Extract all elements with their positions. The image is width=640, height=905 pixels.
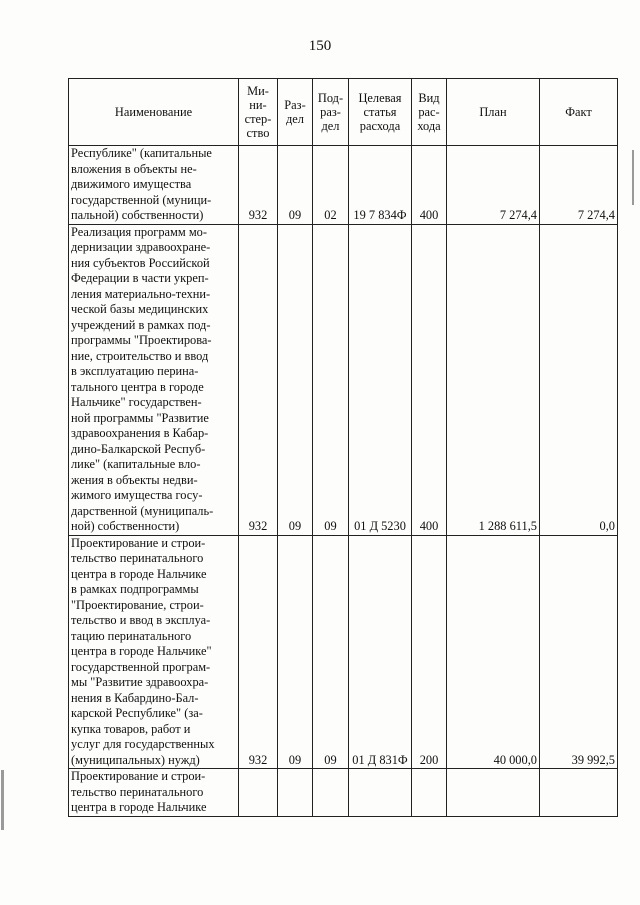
row-target: 01 Д 5230 — [349, 224, 412, 535]
row-type — [412, 769, 447, 817]
scan-mark — [632, 150, 634, 205]
row-section: 09 — [278, 535, 313, 769]
row-fact: 7 274,4 — [540, 146, 618, 225]
header-plan: План — [447, 79, 540, 146]
row-plan — [447, 769, 540, 817]
row-target: 19 7 834Ф — [349, 146, 412, 225]
row-subsection — [313, 769, 349, 817]
table-row — [69, 535, 618, 769]
header-row — [69, 79, 618, 146]
table-row — [69, 224, 618, 535]
row-ministry: 932 — [239, 224, 278, 535]
header-name: Наименование — [69, 79, 239, 146]
row-section — [278, 769, 313, 817]
budget-table — [68, 78, 618, 817]
row-subsection: 09 — [313, 535, 349, 769]
row-type: 200 — [412, 535, 447, 769]
row-subsection: 02 — [313, 146, 349, 225]
row-ministry: 932 — [239, 146, 278, 225]
row-name: Проектирование и строи- тельство перинатального центра в городе Нальчике в рамках подпрограммы "Проектирование, строи- тельство и ввод в эксплуа- тацию перинатального центра в городе Нальчике" государственной програм- мы "Развитие здравоохра- нения в Кабардино-Бал- карской Республике" (за- купка товаров, работ и услуг для государственных (муниципальных) нужд) — [69, 535, 239, 769]
row-section: 09 — [278, 146, 313, 225]
row-type: 400 — [412, 146, 447, 225]
row-ministry: 932 — [239, 535, 278, 769]
table-row — [69, 769, 618, 817]
header-target: Целевая статья расхода — [349, 79, 412, 146]
scan-mark — [1, 770, 4, 830]
row-fact: 0,0 — [540, 224, 618, 535]
header-type: Вид рас- хода — [412, 79, 447, 146]
row-target: 01 Д 831Ф — [349, 535, 412, 769]
row-name: Реализация программ мо- дернизации здравоохране- ния субъектов Российской Федерации в части укреп- ления материально-техни- ческой базы медицинских учреждений в рамках под- программы "Проектирова- ние, строительство и ввод в эксплуатацию перина- тального центра в городе Нальчике" государствен- ной программы "Развитие здравоохранения в Кабар- дино-Балкарской Респуб- лике" (капитальные вло- жения в объекты недви- жимого имущества госу- дарственной (муниципаль- ной) собственности) — [69, 224, 239, 535]
row-type: 400 — [412, 224, 447, 535]
page-number: 150 — [308, 38, 332, 54]
header-ministry: Ми- ни- стер- ство — [239, 79, 278, 146]
row-fact — [540, 769, 618, 817]
row-section: 09 — [278, 224, 313, 535]
row-subsection: 09 — [313, 224, 349, 535]
row-name: Проектирование и строи- тельство перинатального центра в городе Нальчике — [69, 769, 239, 817]
header-section: Раз- дел — [278, 79, 313, 146]
table-row — [69, 146, 618, 225]
row-ministry — [239, 769, 278, 817]
row-plan: 7 274,4 — [447, 146, 540, 225]
row-name: Республике" (капитальные вложения в объекты не- движимого имущества государственной (муници- пальной) собственности) — [69, 146, 239, 225]
row-target — [349, 769, 412, 817]
row-fact: 39 992,5 — [540, 535, 618, 769]
header-subsection: Под- раз- дел — [313, 79, 349, 146]
row-plan: 40 000,0 — [447, 535, 540, 769]
header-fact: Факт — [540, 79, 618, 146]
row-plan: 1 288 611,5 — [447, 224, 540, 535]
